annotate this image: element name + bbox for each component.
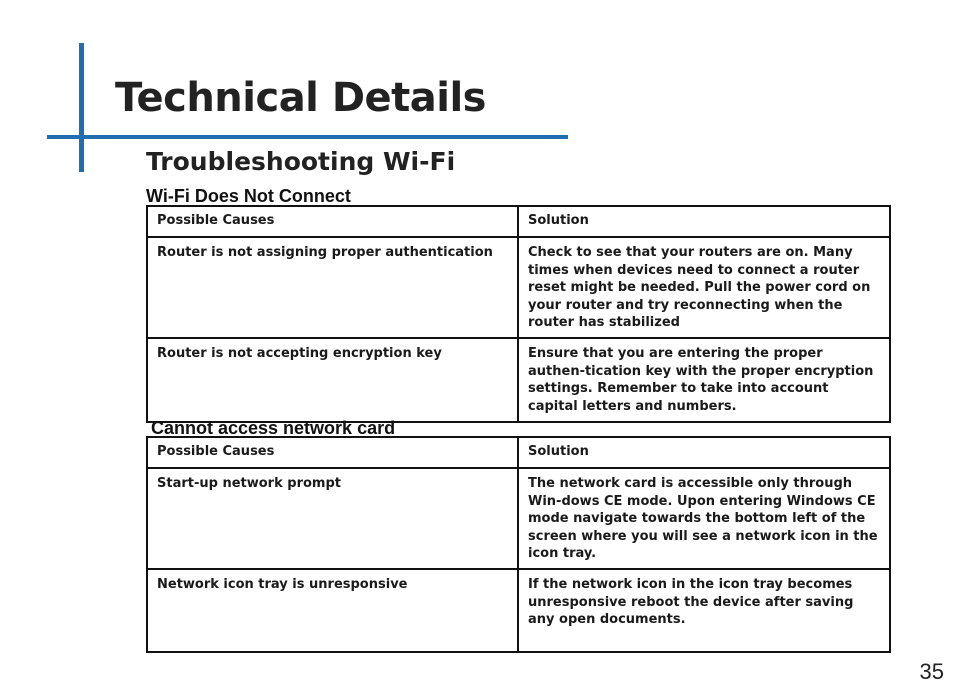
column-header-solution: Solution [518,437,890,468]
subsection-title-network-card: Cannot access network card [151,418,396,438]
page-number: 35 [919,659,944,684]
column-header-solution: Solution [518,206,890,237]
header-accent-vertical-bar [79,43,84,172]
solution-cell: The network card is accessible only through Win-dows CE mode. Upon entering Windows CE mode navigate towards the bottom left of the screen where you will see a network icon in the icon tray. [518,468,890,569]
header-accent-horizontal-rule [47,135,568,139]
wifi-not-connect-table [146,205,891,423]
cause-cell: Network icon tray is unresponsive [147,569,518,652]
table-row [147,569,890,652]
solution-cell: Ensure that you are entering the proper authen-tication key with the proper encryption settings. Remember to take into account capital letters and numbers. [518,338,890,422]
table-row [147,237,890,338]
table-row [147,468,890,569]
column-header-causes: Possible Causes [147,206,518,237]
column-header-causes: Possible Causes [147,437,518,468]
table-header-row [147,437,890,468]
cause-cell: Router is not assigning proper authentication [147,237,518,338]
page-title: Technical Details [115,75,486,121]
section-title: Troubleshooting Wi-Fi [146,147,456,176]
solution-cell: If the network icon in the icon tray becomes unresponsive reboot the device after saving any open documents. [518,569,890,652]
subsection-title-wifi-not-connect: Wi-Fi Does Not Connect [146,186,351,206]
table-header-row [147,206,890,237]
solution-cell: Check to see that your routers are on. Many times when devices need to connect a router reset might be needed. Pull the power cord on your router and try reconnecting when the router has stabilized [518,237,890,338]
cause-cell: Router is not accepting encryption key [147,338,518,422]
network-card-table [146,436,891,653]
table-row [147,338,890,422]
cause-cell: Start-up network prompt [147,468,518,569]
